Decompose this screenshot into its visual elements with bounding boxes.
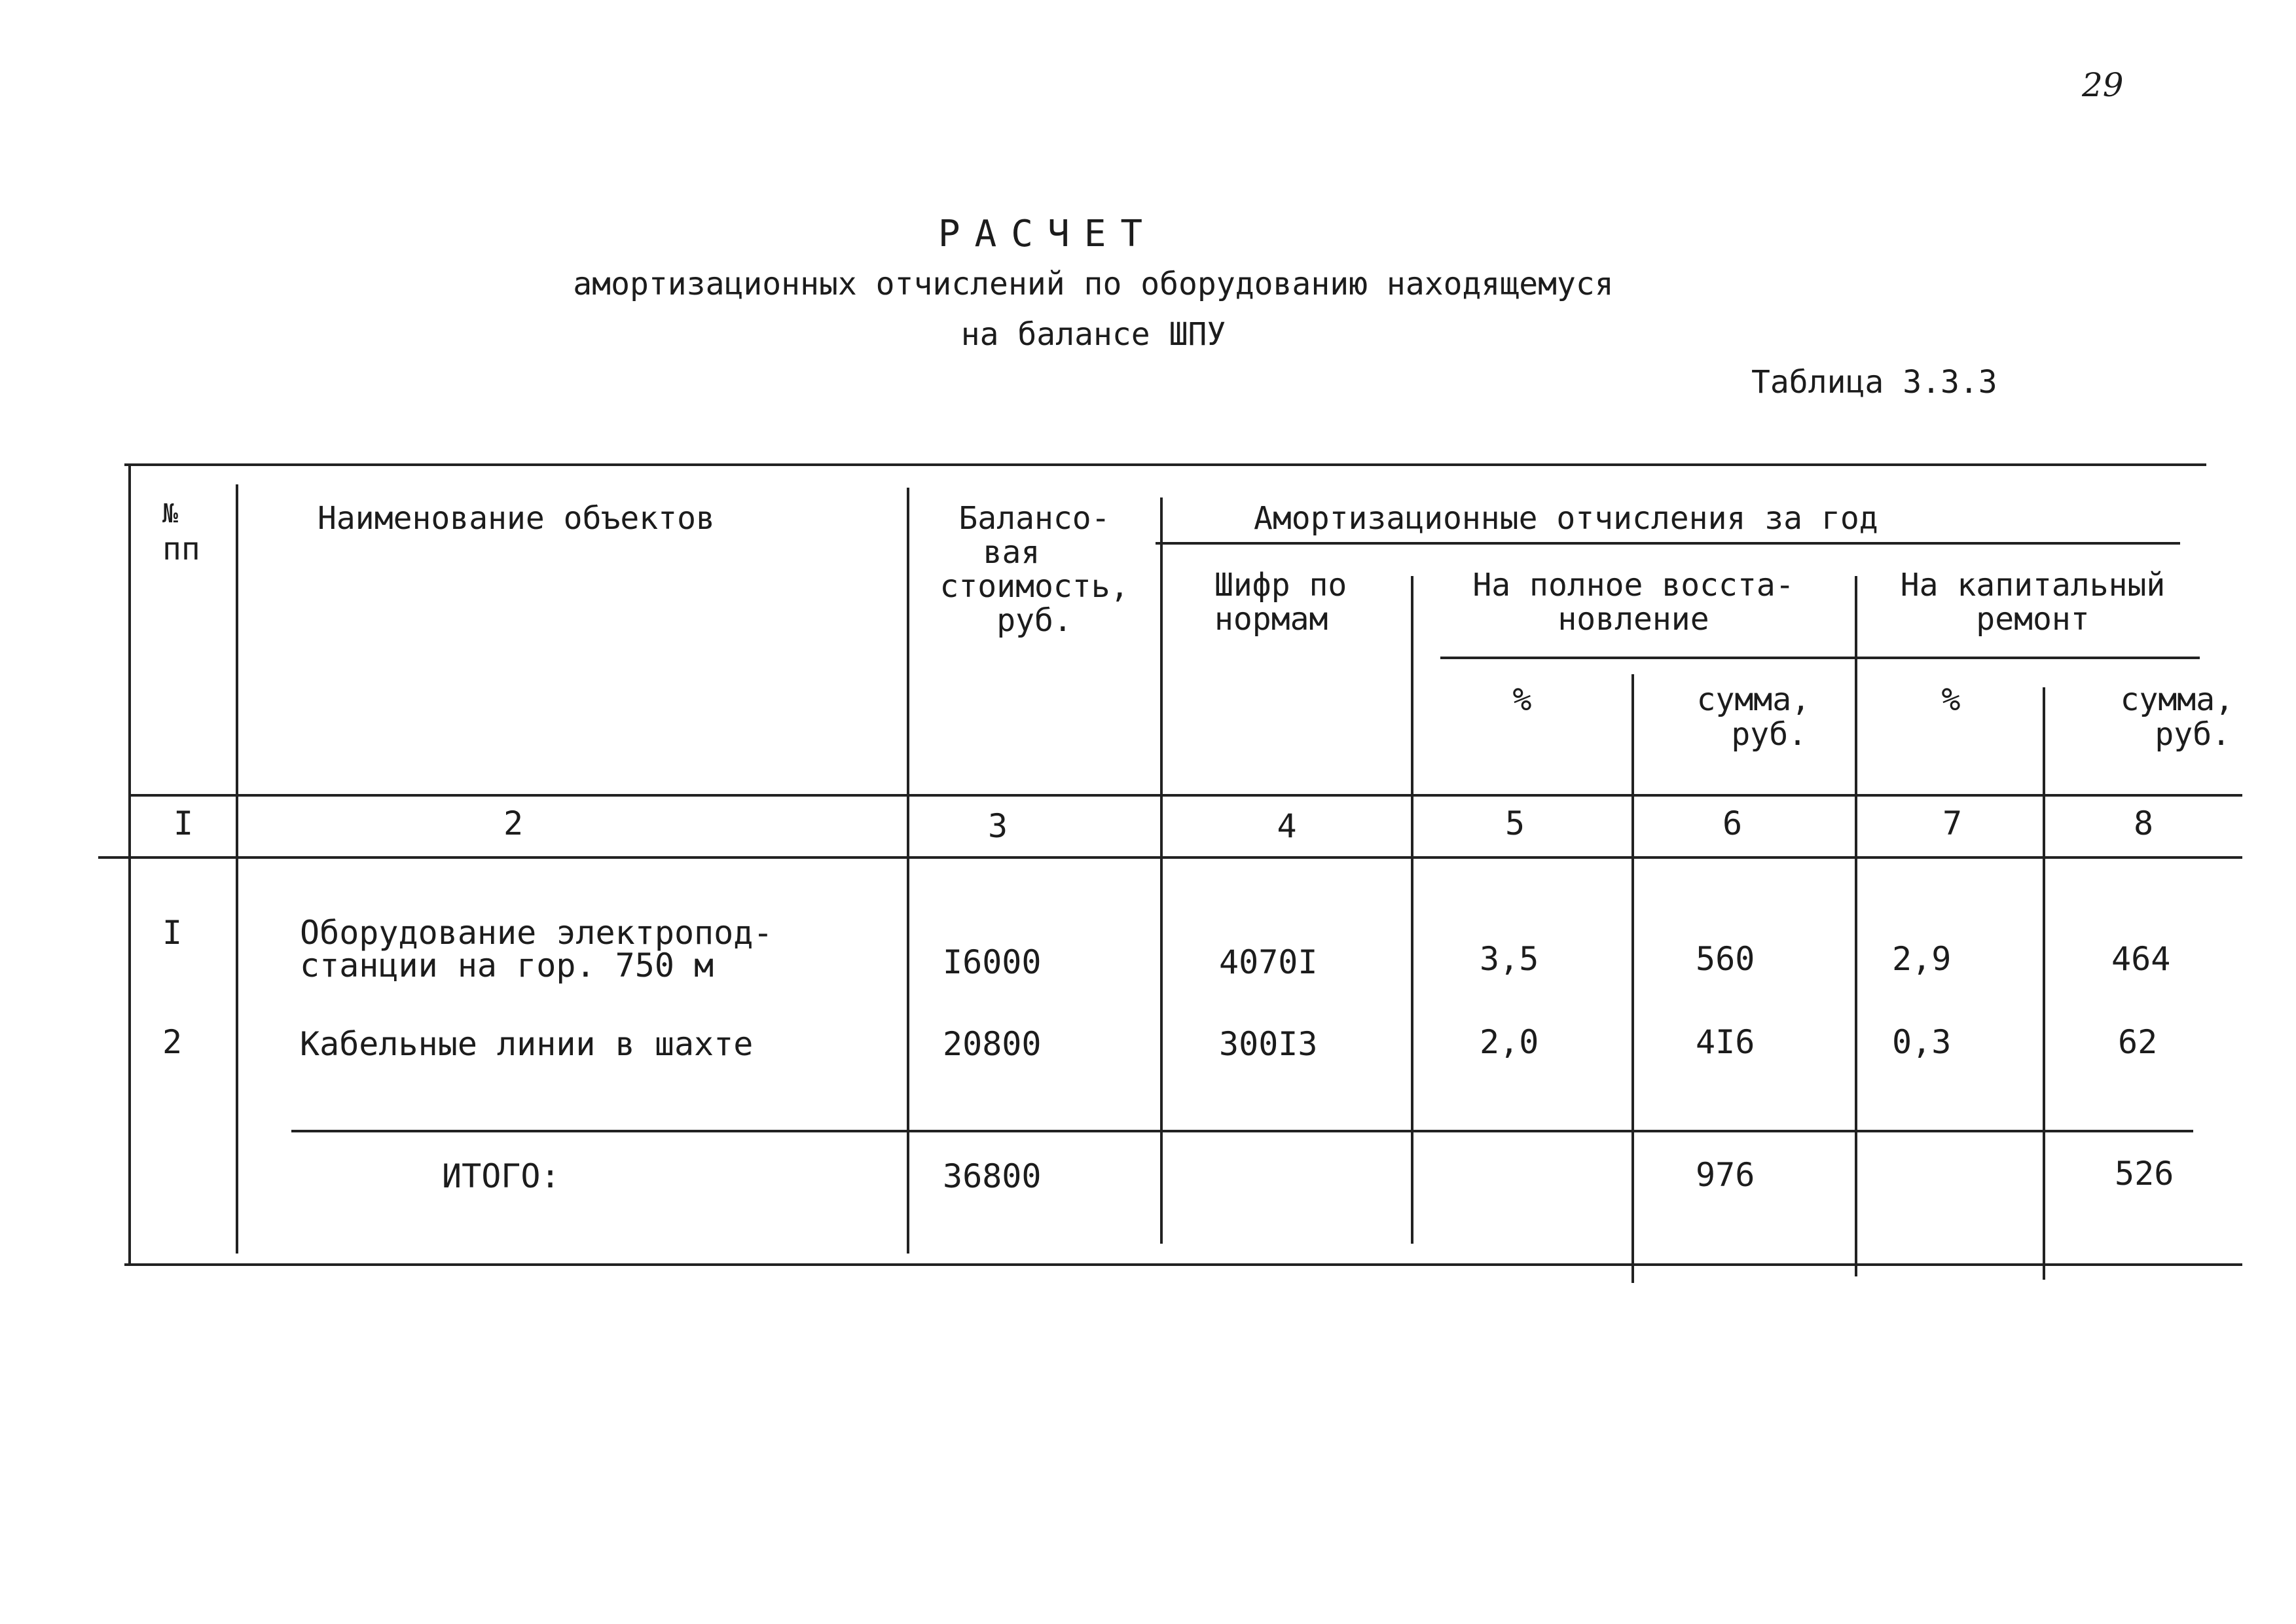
total-full-sum: 976 (1696, 1156, 1755, 1194)
column-number: 2 (503, 804, 524, 842)
row-cap-sum: 62 (2118, 1023, 2158, 1061)
header-capital-repair-1: На капитальный (1900, 567, 2166, 604)
row-balance: 20800 (943, 1025, 1042, 1063)
row-full-sum: 560 (1696, 940, 1755, 978)
column-number: 7 (1942, 804, 1963, 842)
header-balance-3: стоимость, (939, 568, 1129, 605)
row-number: 2 (162, 1023, 183, 1061)
header-balance-2: вая (983, 534, 1040, 571)
header-capital-repair-2: ремонт (1976, 601, 2090, 638)
total-balance: 36800 (943, 1157, 1042, 1195)
header-full-restoration-1: На полное восста- (1472, 567, 1795, 604)
header-balance-1: Балансо- (958, 500, 1110, 537)
row-full-percent: 2,0 (1480, 1023, 1539, 1061)
column-number: 6 (1722, 804, 1743, 842)
total-label: ИТОГО: (442, 1157, 560, 1195)
total-cap-sum: 526 (2115, 1155, 2174, 1193)
header-cap-sum-1: сумма, (2120, 681, 2234, 718)
header-balance-4: руб. (996, 602, 1072, 639)
row-full-percent: 3,5 (1480, 940, 1539, 978)
column-number: 5 (1504, 804, 1525, 842)
document-subtitle-line1: амортизационных отчислений по оборудованию находящемуся (573, 266, 1614, 302)
document-title: РАСЧЕТ (938, 213, 1157, 255)
row-cap-percent: 2,9 (1892, 940, 1952, 978)
column-number: 8 (2133, 804, 2154, 842)
table-label: Таблица 3.3.3 (1751, 364, 1997, 401)
header-number-pp: пп (162, 531, 200, 568)
page-number: 29 (2082, 66, 2124, 104)
header-number-symbol: № (162, 499, 179, 529)
row-code: 4070I (1219, 943, 1318, 981)
row-name-line1: Кабельные линии в шахте (300, 1025, 754, 1063)
document-subtitle-line2: на балансе ШПУ (960, 316, 1226, 353)
row-cap-sum: 464 (2111, 940, 2171, 978)
header-object-name: Наименование объектов (318, 500, 715, 537)
header-cap-percent: % (1941, 681, 1961, 718)
column-number: 3 (987, 807, 1008, 845)
header-full-sum-1: сумма, (1696, 681, 1810, 718)
header-full-percent: % (1512, 681, 1532, 718)
row-cap-percent: 0,3 (1892, 1023, 1952, 1061)
header-code-1: Шифр по (1214, 567, 1347, 604)
header-amortization-group: Амортизационные отчисления за год (1254, 500, 1878, 537)
header-full-restoration-2: новление (1558, 601, 1709, 638)
column-number: 4 (1277, 807, 1297, 845)
header-code-2: нормам (1214, 601, 1328, 638)
row-name-line1: Оборудование электропод- (300, 914, 773, 952)
column-number: I (173, 804, 194, 842)
row-code: 300I3 (1219, 1025, 1318, 1063)
header-full-sum-2: руб. (1731, 716, 1807, 753)
row-number: I (162, 914, 183, 952)
row-balance: I6000 (943, 943, 1042, 981)
row-name-line2: станции на гор. 750 м (300, 947, 714, 984)
row-full-sum: 4I6 (1696, 1023, 1755, 1061)
header-cap-sum-2: руб. (2155, 716, 2231, 753)
